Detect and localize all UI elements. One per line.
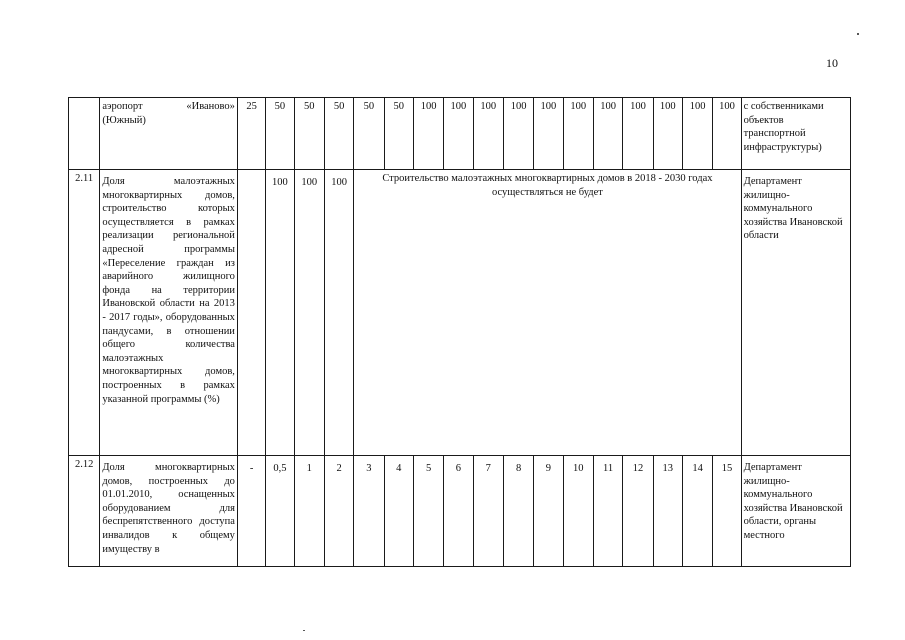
row-description: аэропорт «Иваново» (Южный) bbox=[100, 98, 238, 170]
value-cell: 5 bbox=[413, 456, 443, 567]
row-index: 2.11 bbox=[69, 170, 100, 456]
value-cell: 3 bbox=[354, 456, 384, 567]
scan-speck bbox=[857, 33, 859, 35]
value-cell: 100 bbox=[623, 98, 653, 170]
value-cell: 100 bbox=[413, 98, 443, 170]
row-responsible: Департамент жилищно-коммунального хозяйства Ивановской области bbox=[741, 170, 850, 456]
value-cell: 2 bbox=[324, 456, 353, 567]
value-cell: 100 bbox=[563, 98, 593, 170]
value-cell: 100 bbox=[266, 170, 294, 456]
table-row bbox=[69, 456, 851, 567]
value-cell: 10 bbox=[563, 456, 593, 567]
scan-speck bbox=[303, 630, 305, 631]
merged-note: Строительство малоэтажных многоквартирных домов в 2018 - 2030 годах осуществляться не будет bbox=[354, 170, 741, 456]
row-index bbox=[69, 98, 100, 170]
value-cell: 50 bbox=[354, 98, 384, 170]
value-cell: 100 bbox=[713, 98, 741, 170]
value-cell: 6 bbox=[444, 456, 473, 567]
value-cell: 14 bbox=[682, 456, 712, 567]
value-cell: 8 bbox=[503, 456, 533, 567]
value-cell: 25 bbox=[237, 98, 265, 170]
value-cell: 15 bbox=[713, 456, 741, 567]
value-cell: 100 bbox=[653, 98, 682, 170]
row-index: 2.12 bbox=[69, 456, 100, 567]
value-cell: 100 bbox=[682, 98, 712, 170]
value-cell: 4 bbox=[384, 456, 413, 567]
row-responsible: Департамент жилищно-коммунального хозяйства Ивановской области, органы местного bbox=[741, 456, 850, 567]
value-cell bbox=[237, 170, 265, 456]
value-cell: 12 bbox=[623, 456, 653, 567]
row-description: Доля многоквартирных домов, построенных до 01.01.2010, оснащенных оборудованием для беспрепятственного доступа инвалидов к общему имуществу в bbox=[100, 456, 238, 567]
indicators-table bbox=[68, 97, 851, 567]
value-cell: 0,5 bbox=[266, 456, 294, 567]
value-cell: 1 bbox=[294, 456, 324, 567]
value-cell: - bbox=[237, 456, 265, 567]
page-number: 10 bbox=[826, 56, 838, 70]
value-cell: 50 bbox=[294, 98, 324, 170]
value-cell: 13 bbox=[653, 456, 682, 567]
value-cell: 100 bbox=[324, 170, 353, 456]
row-responsible: с собственниками объектов транспортной инфраструктуры) bbox=[741, 98, 850, 170]
value-cell: 50 bbox=[266, 98, 294, 170]
value-cell: 100 bbox=[534, 98, 563, 170]
row-description: Доля малоэтажных многоквартирных домов, строительство которых осуществляется в рамках реализации региональной адресной программы «Переселение граждан из аварийного жилищного фонда на территории Ивановской области на 2013 - 2017 годы», оборудованных пандусами, в отношении общего количества малоэтажных многоквартирных домов, построенных в рамках указанной программы (%) bbox=[100, 170, 238, 456]
value-cell: 9 bbox=[534, 456, 563, 567]
value-cell: 7 bbox=[473, 456, 503, 567]
table-row bbox=[69, 98, 851, 170]
value-cell: 50 bbox=[324, 98, 353, 170]
value-cell: 11 bbox=[593, 456, 622, 567]
value-cell: 100 bbox=[444, 98, 473, 170]
value-cell: 50 bbox=[384, 98, 413, 170]
value-cell: 100 bbox=[294, 170, 324, 456]
value-cell: 100 bbox=[593, 98, 622, 170]
value-cell: 100 bbox=[473, 98, 503, 170]
value-cell: 100 bbox=[503, 98, 533, 170]
table-row bbox=[69, 170, 851, 456]
